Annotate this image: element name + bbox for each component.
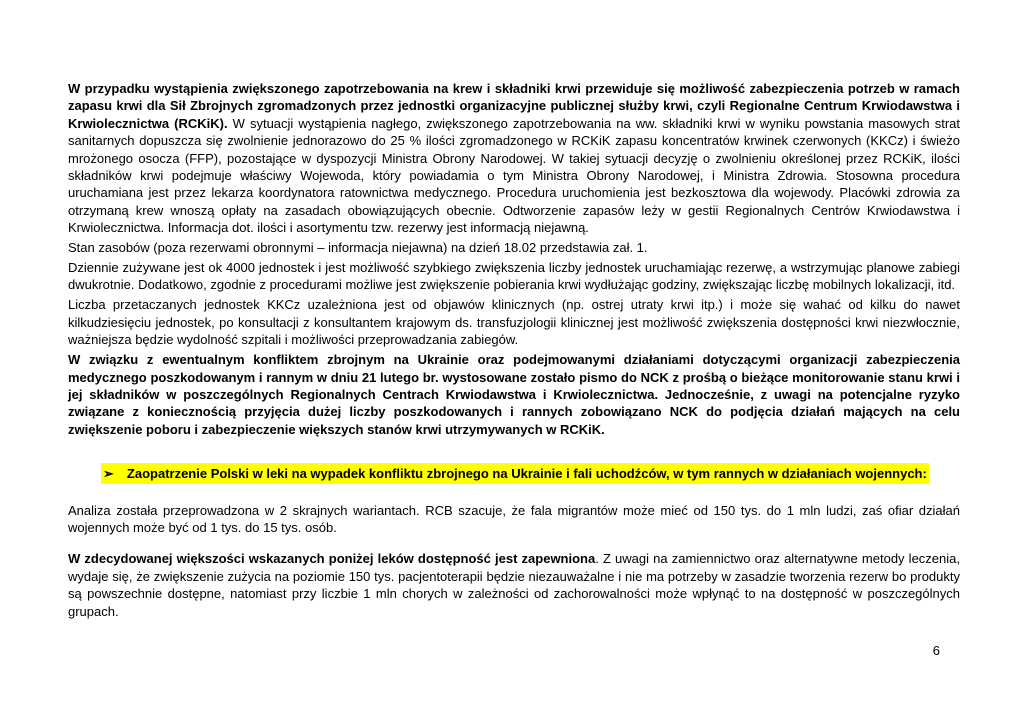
paragraph-blood-supply-body: W sytuacji wystąpienia nagłego, zwiększonego zapotrzebowania na ww. składniki krwi w wyniku powstania masowych strat sanitarnych dopuszcza się zwolnienie jednorazowo do 25 % ilości zgromadzonego w RCKiK zapasu koncentratów krwinek czerwonych (KKCz) i świeżo mrożonego osocza (FFP), pozostające w dyspozycji Ministra Obrony Narodowej. W takiej sytuacji decyzję o zwolnieniu określonej przez RCKiK, ilości składników krwi podejmuje właściwy Wojewoda, który powiadamia o tym Ministra Obrony Narodowej, i Ministra Zdrowia. Stosowna procedura uruchamiana jest przez lekarza koordynatora ratownictwa medycznego. Procedura uruchomienia jest bezkosztowa dla wojewody. Placówki zdrowia za otrzymaną krew wnoszą opłaty na zasadach obowiązujących obecnie. Odtworzenie zapasów leży w gestii Regionalnych Centrów Krwiodawstwa i Krwiolecznictwa. Informacja dot. ilości i asortymentu tzw. rezerwy jest informacją niejawną.	[68, 115, 960, 236]
paragraph-stock-status: Stan zasobów (poza rezerwami obronnymi – informacja niejawna) na dzień 18.02 przedstawia zał. 1.	[68, 240, 648, 256]
heading-label: Zaopatrzenie Polski w leki na wypadek konfliktu zbrojnego na Ukrainie i fali uchodźców, w tym rannych w działaniach wojennych:	[126, 466, 927, 482]
page-content	[68, 80, 960, 620]
paragraph-drug-availability	[68, 550, 960, 620]
page-number: 6	[932, 643, 940, 658]
paragraph-nck-letter: W związku z ewentualnym konfliktem zbrojnym na Ukrainie oraz podejmowanymi działaniami dotyczącymi organizacji zabezpieczenia medycznego poszkodowanym i rannym w dniu 21 lutego br. wystosowane zostało pismo do NCK z prośbą o bieżące monitorowanie stanu krwi i jej składników w poszczególnych Regionalnych Centrach Krwiodawstwa i Krwiolecznictwa. Jednocześnie, z uwagi na potencjalne ryzyko związane z koniecznością przyjęcia dużej liczby poszkodowanych i rannych zobowiązano NCK do podjęcia działań mających na celu zwiększenie poboru i zabezpieczenie większych stanów krwi utrzymywanych w RCKiK.	[68, 352, 960, 437]
arrow-bullet-icon: ➢	[103, 466, 114, 482]
paragraph-blood-supply-bold-lead: W przypadku wystąpienia zwiększonego zapotrzebowania na krew i składniki krwi przewiduje się możliwość zabezpieczenia potrzeb w ramach zapasu krwi dla Sił Zbrojnych zgromadzonych przez jednostki organizacyjne publicznej służby krwi, czyli Regionalne Centrum Krwiodawstwa i Krwiolecznictwa (RCKiK).	[68, 81, 960, 131]
paragraph-analysis-variants: Analiza została przeprowadzona w 2 skrajnych wariantach. RCB szacuje, że fala migrantów może mieć od 150 tys. do 1 mln ludzi, zaś ofiar działań wojennych może być od 1 tys. do 15 tys. osób.	[68, 502, 960, 535]
paragraph-daily-usage: Dziennie zużywane jest ok 4000 jednostek i jest możliwość szybkiego zwiększenia liczby jednostek uruchamiając rezerwę, a wstrzymując planowe zabiegi dwukrotnie. Dodatkowo, zgodnie z procedurami możliwe jest zwiększenie pobierania krwi wydłużając godziny, zwiększając liczbę mobilnych lokalizacji, itd.	[68, 260, 960, 293]
section-heading-row	[68, 465, 960, 482]
paragraph-drug-availability-body: . Z uwagi na zamiennictwo oraz alternatywne metody leczenia, wydaje się, że zwiększenie zużycia na poziomie 150 tys. pacjentoterapii będzie niezauważalne i nie ma potrzeby w zasadzie tworzenia rezerw bo produkty są powszechnie dostępne, natomiast przy liczbie 1 mln chorych w zależności od zachorowalności może wpłynąć to na dostępność w poszczególnych grupach.	[68, 551, 960, 619]
paragraph-blood-supply	[68, 80, 960, 237]
highlighted-heading	[101, 463, 929, 484]
paragraph-transfusion-units: Liczba przetaczanych jednostek KKCz uzależniona jest od objawów klinicznych (np. ostrej utraty krwi itp.) i może się wahać od kilku do nawet kilkudziesięciu jednostek, po konsultacji z konsultantem krajowym ds. transfuzjologii klinicznej jest możliwość zwiększenia dostępności krwi niezwłocznie, ważniejsza będzie wydolność szpitali i możliwości przeprowadzania zabiegów.	[68, 297, 960, 348]
paragraph-drug-availability-bold-lead: W zdecydowanej większości wskazanych poniżej leków dostępność jest zapewniona	[68, 551, 596, 567]
